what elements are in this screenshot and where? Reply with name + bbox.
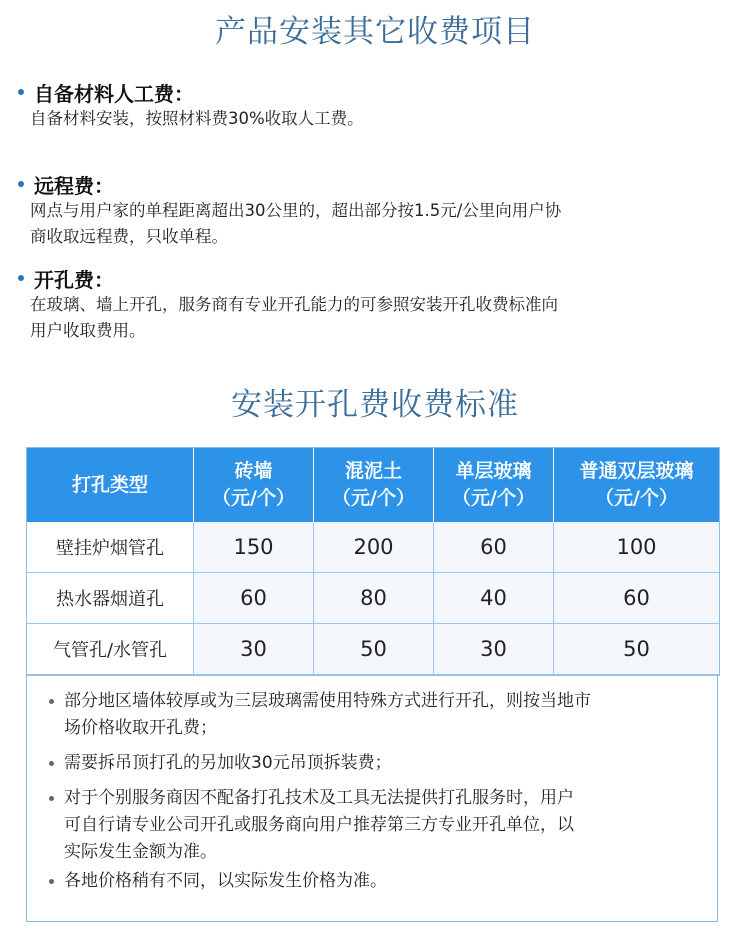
header-label: 打孔类型 [71,473,148,496]
table-cell: 60 [434,522,554,573]
drilling-fee-table [26,447,720,676]
table-cell-type: 热水器烟道孔 [27,573,194,624]
note-item [49,868,699,895]
bullet-icon [18,89,24,95]
bullet-icon [49,879,54,884]
note-item [49,688,699,742]
header-cell [434,448,554,522]
table-cell: 50 [554,624,719,675]
note-line: 对于个别服务商因不配备打孔技术及工具无法提供打孔服务时，用户 [64,788,574,808]
table-cell-type: 壁挂炉烟管孔 [27,522,194,573]
fee-item-line: 用户收取费用。 [30,321,146,340]
header-label: 单层玻璃 [455,460,532,482]
bullet-icon [18,181,24,187]
header-cell [554,448,719,522]
table-cell: 50 [314,624,434,675]
note-line: 需要拆吊顶打孔的另加收30元吊顶拆装费； [64,753,392,773]
bullet-icon [49,761,54,766]
note-line: 场价格收取开孔费； [64,718,217,738]
fee-item-description [30,198,718,250]
table-cell: 100 [554,522,719,573]
table-row [27,522,719,573]
note-line: 可自行请专业公司开孔或服务商向用户推荐第三方专业开孔单位，以 [64,815,574,835]
note-line: 各地价格稍有不同，以实际发生价格为准。 [64,871,387,891]
fee-item-description [30,106,718,132]
table-row [27,624,719,675]
header-label: 砖墙 [234,460,273,482]
fee-item-material-labor [18,78,718,132]
table-cell: 80 [314,573,434,624]
header-unit: （元/个） [452,487,535,509]
table-cell: 200 [314,522,434,573]
fee-item-line: 网点与用户家的单程距离超出30公里的，超出部分按1.5元/公里向用户协 [30,201,562,220]
page-title: 产品安装其它收费项目 [215,14,535,50]
bullet-icon [49,796,54,801]
table-cell: 60 [194,573,314,624]
bullet-icon [49,699,54,704]
section-title: 安装开孔费收费标准 [231,387,519,423]
header-unit: （元/个） [212,487,295,509]
fee-item-description [30,292,718,344]
fee-item-line: 商收取远程费，只收单程。 [30,227,228,246]
table-cell: 150 [194,522,314,573]
table-header-row [27,448,719,522]
fee-item-title: 开孔费： [34,267,114,292]
fee-item-title: 远程费： [34,173,114,198]
header-unit: （元/个） [595,487,678,509]
note-line: 实际发生金额为准。 [64,842,217,862]
bullet-icon [18,275,24,281]
table-cell: 40 [434,573,554,624]
table-cell-type: 气管孔/水管孔 [27,624,194,675]
note-item [49,750,699,777]
table-row [27,573,719,624]
header-label: 普通双层玻璃 [579,460,694,482]
header-label: 混泥土 [344,460,402,482]
notes-box [26,674,718,922]
fee-item-remote [18,170,718,250]
header-cell [27,448,194,522]
table-cell: 60 [554,573,719,624]
note-item [49,785,699,866]
fee-item-drilling [18,264,718,344]
header-cell [314,448,434,522]
header-unit: （元/个） [332,487,415,509]
table-cell: 30 [194,624,314,675]
note-line: 部分地区墙体较厚或为三层玻璃需使用特殊方式进行开孔，则按当地市 [64,691,591,711]
table-cell: 30 [434,624,554,675]
fee-item-title: 自备材料人工费： [34,81,194,106]
header-cell [194,448,314,522]
fee-item-line: 自备材料安装，按照材料费30%收取人工费。 [30,109,364,128]
fee-item-line: 在玻璃、墙上开孔，服务商有专业开孔能力的可参照安装开孔收费标准向 [30,295,558,314]
